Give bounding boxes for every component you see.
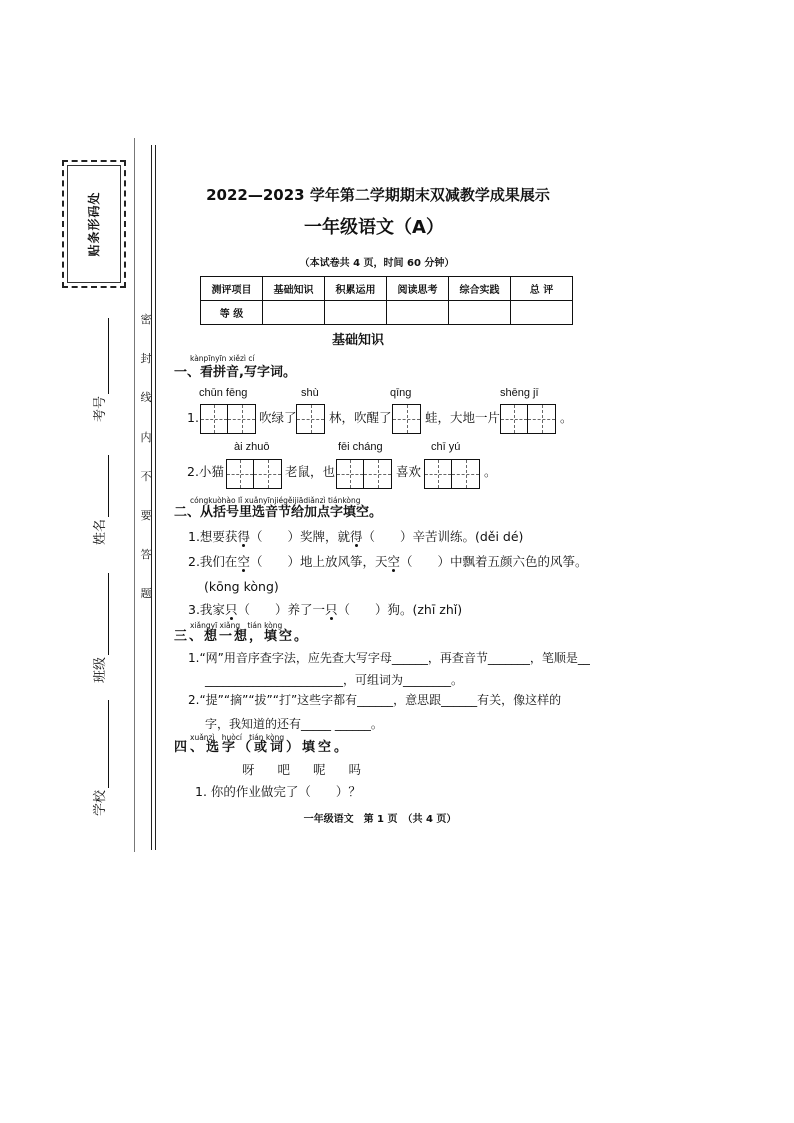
score-header-cell: 测评项目: [201, 277, 263, 301]
writing-cell: [228, 405, 255, 433]
q2-text: （ ）狗。(zhī zhǐ): [337, 602, 463, 617]
q2-text: 2.我们在: [188, 554, 238, 569]
seal-char: 密: [140, 313, 152, 326]
q1-text: 。: [484, 464, 497, 479]
school-field: [93, 700, 109, 816]
q1-text: 老鼠，也: [285, 464, 336, 479]
writing-cell: [201, 405, 228, 433]
name-label: 姓名: [93, 518, 108, 545]
q1-text: 2.小猫: [187, 464, 224, 479]
seal-char: 要: [140, 508, 152, 522]
q1-heading: 一、看拼音,写字词。: [174, 365, 296, 380]
writing-cell: [528, 405, 555, 433]
q1-text: 林，吹醒了: [329, 410, 392, 425]
dotted-char: 得: [349, 529, 363, 544]
score-header-cell: 综合实践: [449, 277, 511, 301]
dotted-char: 空: [237, 554, 250, 569]
exam-number-label: 考号: [93, 395, 108, 422]
writing-cell: [297, 405, 324, 433]
q1-text: 吹绿了: [259, 410, 297, 425]
name-line: [96, 455, 109, 517]
q2-text: （ ）地上放风筝，天: [249, 554, 388, 569]
q2-heading: 二、从括号里选音节给加点字填空。: [174, 505, 383, 520]
pinyin-label: chī yú: [431, 441, 461, 453]
section-title: 基础知识: [331, 333, 384, 348]
grade-cell: [325, 301, 387, 325]
grade-cell: [449, 301, 511, 325]
q4-pinyin-hint: xuǎnzì huòcí tián kòng: [190, 733, 285, 742]
q2-item: [188, 530, 523, 544]
dotted-char: 只: [224, 602, 238, 617]
writing-cell: [501, 405, 528, 433]
pinyin-label: ài zhuō: [234, 441, 270, 453]
q4-word-options: [242, 763, 361, 777]
grade-cell: [511, 301, 573, 325]
dotted-char: 得: [237, 529, 250, 544]
writing-grid: [200, 404, 256, 434]
score-header-cell: 积累运用: [325, 277, 387, 301]
q4-heading: 四、选字（或词）填空。: [174, 740, 351, 755]
seal-line-left: [151, 145, 152, 850]
q2-text: 3.我家: [188, 602, 225, 617]
q4-item: 1. 你的作业做完了（ ）？: [195, 784, 361, 799]
name-field: [93, 455, 109, 545]
exam-note: （本试卷共 4 页，时间 60 分钟）: [299, 258, 455, 269]
pinyin-label: shù: [301, 387, 319, 399]
school-label: 学校: [93, 789, 108, 816]
q1-text: 蛙，大地一片: [425, 410, 501, 425]
writing-grid: [424, 459, 480, 489]
barcode-label: 贴条形码处: [87, 191, 101, 257]
pinyin-label: chūn fēng: [199, 387, 248, 399]
seal-char: 题: [140, 587, 152, 601]
word-option: 呢: [313, 762, 326, 777]
pinyin-label: fēi cháng: [338, 441, 383, 453]
q2-text: （ ）辛苦训练。(děi dé): [362, 529, 524, 544]
q2-text: （ ）中飘着五颜六色的风筝。: [399, 554, 588, 569]
score-header-cell: 基础知识: [263, 277, 325, 301]
seal-char: 答: [140, 548, 152, 562]
barcode-area: [62, 160, 126, 288]
binding-thin-line: [134, 138, 135, 852]
exam-number-line: [96, 318, 109, 394]
writing-grid: [226, 459, 282, 489]
word-option: 呀: [242, 762, 255, 777]
q3-pinyin-hint: xiǎngyī xiǎng tián kòng: [190, 621, 283, 630]
class-label: 班级: [93, 656, 108, 683]
q3-line: 字，我知道的还有_____ ______。: [205, 717, 383, 731]
dotted-char: 空: [387, 554, 400, 569]
seal-char: 不: [140, 469, 152, 483]
writing-cell: [452, 460, 479, 488]
seal-char: 线: [140, 391, 152, 405]
writing-grid: [336, 459, 392, 489]
q2-item-options: (kōng kòng): [204, 579, 279, 594]
page-footer: 一年级语文 第 1 页 （共 4 页）: [303, 814, 457, 825]
writing-cell: [254, 460, 281, 488]
q3-line: _______________________，可组词为________。: [205, 673, 464, 687]
exam-title: 2022—2023 学年第二学期期末双减教学成果展示: [206, 186, 550, 204]
q2-item: [188, 555, 588, 569]
q1-text: 。: [560, 410, 573, 425]
score-header-row: [201, 277, 573, 301]
writing-cell: [425, 460, 452, 488]
writing-grid: [500, 404, 556, 434]
q3-line: 2.“提”“摘”“拔”“打”这些字都有______，意思跟______有关，像这样的: [188, 693, 562, 707]
grade-cell: [387, 301, 449, 325]
writing-cell: [364, 460, 391, 488]
pinyin-label: qīng: [390, 387, 412, 399]
writing-grid: [392, 404, 421, 434]
score-header-cell: 阅读思考: [387, 277, 449, 301]
q2-pinyin-hint: cóngkuòhào lǐ xuǎnyīnjiégěijiādiǎnzì tiánkòng: [190, 496, 361, 505]
score-grade-row: [201, 301, 573, 325]
class-line: [96, 573, 109, 655]
grade-cell: [263, 301, 325, 325]
seal-line-right: [155, 145, 156, 850]
dotted-char: 只: [324, 602, 338, 617]
writing-cell: [227, 460, 254, 488]
writing-cell: [393, 405, 420, 433]
q2-item: [188, 603, 462, 617]
q1-pinyin-hint: kànpīnyīn xiězì cí: [190, 354, 255, 363]
writing-cell: [337, 460, 364, 488]
seal-char: 封: [140, 352, 152, 366]
seal-char: 内: [140, 430, 152, 444]
q2-text: 1.想要获: [188, 529, 238, 544]
word-option: 吗: [348, 762, 362, 777]
pinyin-label: shēng jī: [500, 387, 539, 399]
school-line: [96, 700, 109, 788]
q2-text: （ ）奖牌，就: [249, 529, 350, 544]
score-table: [200, 276, 573, 325]
grade-row-label: 等 级: [201, 301, 263, 325]
word-option: 吧: [277, 762, 291, 777]
exam-subtitle: 一年级语文（A）: [304, 217, 444, 238]
q1-text: 喜欢: [396, 464, 422, 479]
class-field: [93, 573, 109, 683]
exam-number-field: [93, 318, 109, 422]
q2-text: （ ）养了一: [237, 602, 325, 617]
q3-line: 1.“网”用音序查字法，应先查大写字母______，再查音节_______，笔顺是__: [188, 651, 590, 665]
q1-item-number: 1.: [187, 410, 199, 425]
writing-grid: [296, 404, 325, 434]
q3-heading: 三、想一想，填空。: [174, 629, 310, 644]
score-header-cell: 总 评: [511, 277, 573, 301]
